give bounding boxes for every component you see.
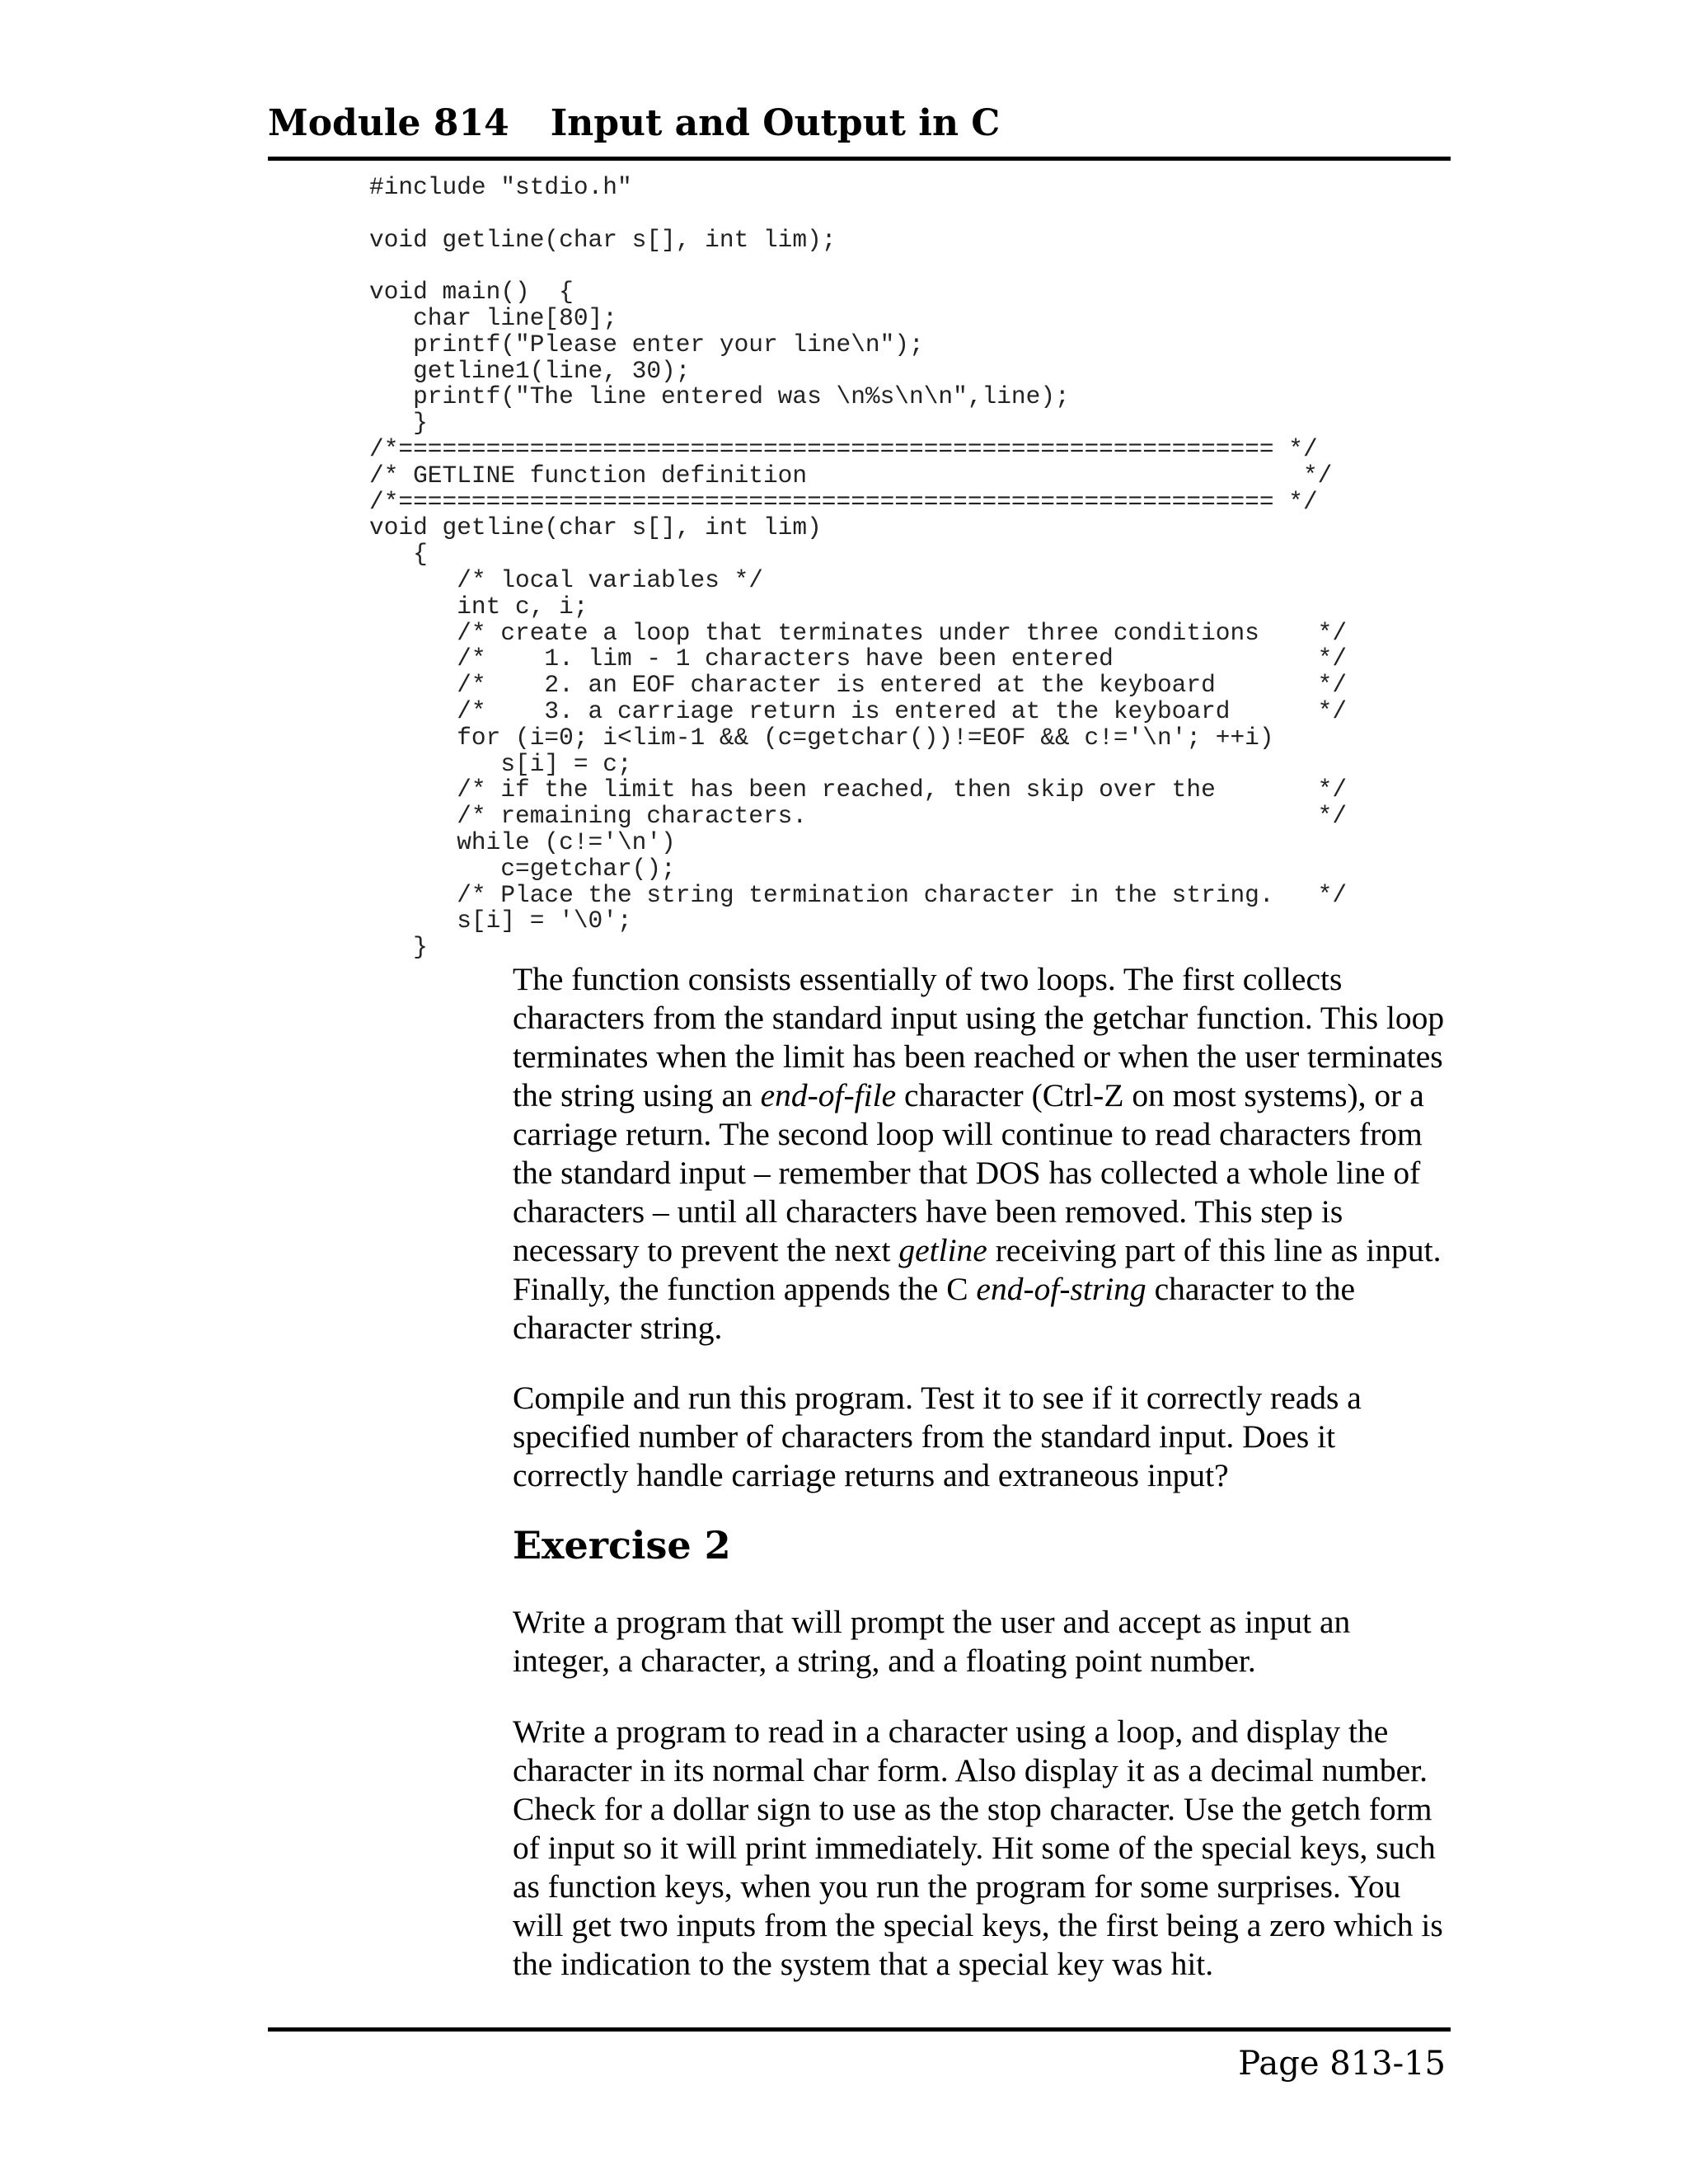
module-number: Module 814 — [268, 102, 509, 144]
compile-instructions-paragraph — [513, 1379, 1452, 1495]
paragraph-text: Write a program to read in a character using a loop, and display the character in its normal char form. Also display it as a decimal number. Check for a dollar sign to use as the stop character. Use the getch form of input so it will print immediately. Hit some of the special keys, such as function keys, when you run the program for some surprises. You will get two inputs from the special keys, the first being a zero which is the indication to the system that a special key was hit. — [513, 1713, 1443, 1982]
code-listing: #include "stdio.h" void getline(char s[], int lim); void main() { char line[80]; printf("Please enter your line\n"); getline1(line, 30); printf("The line entered was \n%s\n\n",line); } /*============================================================ */ /* GETLINE function definition */ /*============================================================ */ void getline(char s[], int lim) { /* local variables */ int c, i; /* create a loop that terminates under three conditions */ /* 1. lim - 1 characters have been entered */ /* 2. an EOF character is entered at the keyboard */ /* 3. a carriage return is entered at the keyboard */ for (i=0; i<lim-1 && (c=getchar())!=EOF && c!='\n'; ++i) s[i] = c; /* if the limit has been reached, then skip over the */ /* remaining characters. */ while (c!='\n') c=getchar(); /* Place the string termination character in the string. */ s[i] = '\0'; } — [369, 173, 1348, 962]
paragraph-text — [513, 960, 1452, 1347]
header-rule — [268, 157, 1451, 161]
exercise-task-paragraph — [513, 1603, 1452, 1680]
emphasis-end-of-file: end-of-file — [760, 1077, 897, 1113]
explanation-paragraph — [513, 960, 1452, 1347]
text-span: character to the character string. — [513, 1271, 1355, 1346]
page-header — [268, 102, 1001, 144]
footer-rule — [268, 2027, 1451, 2032]
page-number: Page 813-15 — [1238, 2045, 1446, 2083]
exercise-task-paragraph-2 — [513, 1713, 1452, 1984]
paragraph-text: Write a program that will prompt the user and accept as input an integer, a character, a string, and a floating point number. — [513, 1604, 1351, 1679]
text-span: The function consists essentially of two loops. The first collects characters from the standard input using the getchar function. This loop terminates when the limit has been reached or when the user terminates the string using an — [513, 961, 1445, 1113]
text-span: receiving part of this line as input. Finally, the function appends the C — [513, 1232, 1442, 1307]
exercise-heading: Exercise 2 — [513, 1523, 731, 1568]
emphasis-getline: getline — [898, 1232, 987, 1268]
module-title: Input and Output in C — [550, 102, 1001, 144]
text-span: character (Ctrl-Z on most systems), or a carriage return. The second loop will continue to read characters from the standard input – remember that DOS has collected a whole line of characters – until all characters have been removed. This step is necessary to prevent the next — [513, 1077, 1424, 1268]
emphasis-end-of-string: end-of-string — [976, 1271, 1146, 1307]
paragraph-text: Compile and run this program. Test it to see if it correctly reads a specified number of characters from the standard input. Does it correctly handle carriage returns and extraneous input? — [513, 1380, 1362, 1493]
